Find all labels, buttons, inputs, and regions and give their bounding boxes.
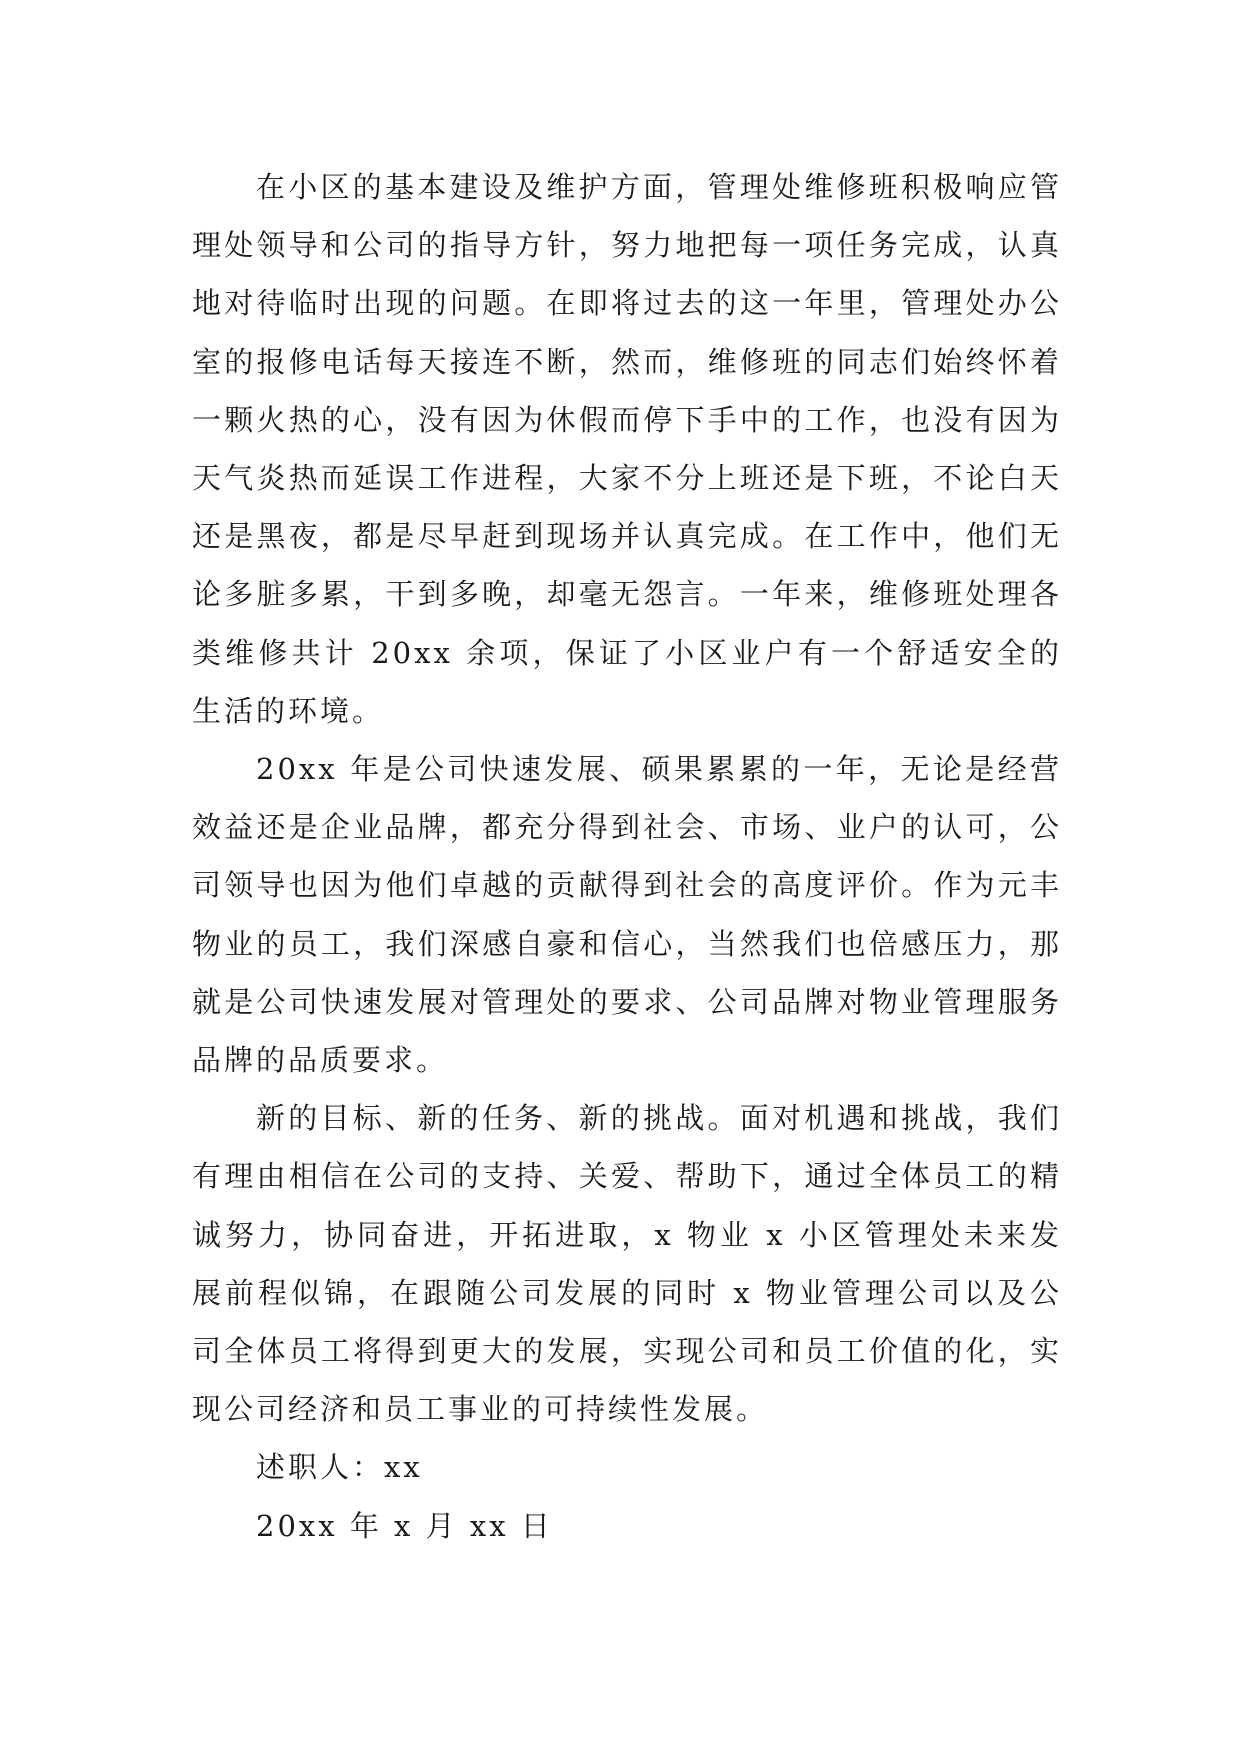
paragraph-new-goals: 新的目标、新的任务、新的挑战。面对机遇和挑战，我们有理由相信在公司的支持、关爱、帮助下，通过全体员工的精诚努力，协同奋进，开拓进取，x 物业 x 小区管理处未来发展前程似锦，在跟随公司发展的同时 x 物业管理公司以及公司全体员工将得到更大的发展，实现公司和员工价值的化，实现公司经济和员工事业的可持续性发展。 (192, 1101, 1062, 1427)
date-line: 20xx 年 x 月 xx 日 (256, 1508, 553, 1543)
document-body (192, 158, 1062, 1555)
signature-line: 述职人：xx (256, 1450, 423, 1485)
paragraph-maintenance: 在小区的基本建设及维护方面，管理处维修班积极响应管理处领导和公司的指导方针，努力地把每一项任务完成，认真地对待临时出现的问题。在即将过去的这一年里，管理处办公室的报修电话每天接连不断，然而，维修班的同志们始终怀着一颗火热的心，没有因为休假而停下手中的工作，也没有因为天气炎热而延误工作进程，大家不分上班还是下班，不论白天还是黑夜，都是尽早赶到现场并认真完成。在工作中，他们无论多脏多累，干到多晚，却毫无怨言。一年来，维修班处理各类维修共计 20xx 余项，保证了小区业户有一个舒适安全的生活的环境。 (192, 170, 1062, 728)
paragraph-company-development: 20xx 年是公司快速发展、硕果累累的一年，无论是经营效益还是企业品牌，都充分得到社会、市场、业户的认可，公司领导也因为他们卓越的贡献得到社会的高度评价。作为元丰物业的员工，我们深感自豪和信心，当然我们也倍感压力，那就是公司快速发展对管理处的要求、公司品牌对物业管理服务品牌的品质要求。 (192, 752, 1062, 1078)
